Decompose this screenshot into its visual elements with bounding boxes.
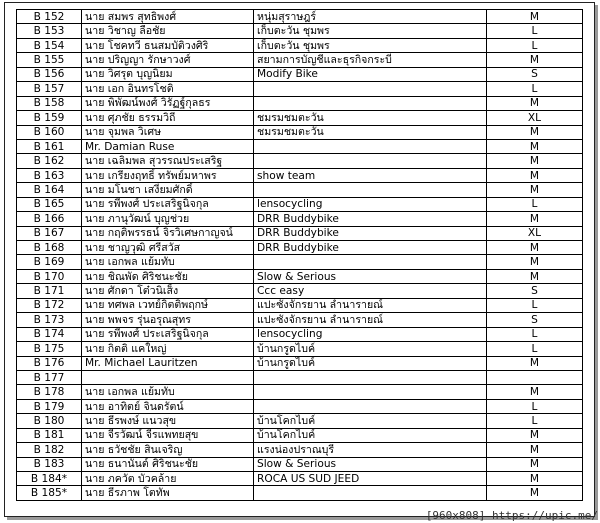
bib-number-cell: B 168: [17, 241, 82, 255]
shirt-size-cell: S: [487, 284, 583, 298]
shirt-size-cell: L: [487, 24, 583, 38]
table-row: [17, 226, 583, 240]
shirt-size-cell: M: [487, 212, 583, 226]
bib-number-cell: B 159: [17, 111, 82, 125]
rider-name-cell: นาย ธีรพงษ์ แนวสุข: [82, 414, 254, 428]
team-name-cell: ROCA US SUD JEED: [254, 472, 487, 486]
table-row: [17, 10, 583, 24]
bib-number-cell: B 152: [17, 10, 82, 24]
shirt-size-cell: M: [487, 183, 583, 197]
bib-number-cell: B 166: [17, 212, 82, 226]
rider-name-cell: นาย ชาญวุฒิ ศรีสวัส: [82, 241, 254, 255]
shirt-size-cell: S: [487, 313, 583, 327]
shirt-size-cell: M: [487, 96, 583, 110]
rider-name-cell: นาย ภานุวัฒน์ บุญช่วย: [82, 212, 254, 226]
team-name-cell: [254, 385, 487, 399]
rider-name-cell: นาย รพีพงศ์ ประเสริฐนิจกุล: [82, 327, 254, 341]
rider-name-cell: นาย จีรวัฒน์ จีรแพทยสุข: [82, 428, 254, 442]
team-name-cell: สยามการบัญชีและธุรกิจกระบี่: [254, 53, 487, 67]
bib-number-cell: B 158: [17, 96, 82, 110]
bib-number-cell: B 185*: [17, 486, 82, 500]
shirt-size-cell: M: [487, 139, 583, 153]
registration-table: [16, 9, 583, 501]
bib-number-cell: B 164: [17, 183, 82, 197]
bib-number-cell: B 180: [17, 414, 82, 428]
rider-name-cell: นาย ธนานันต์ ศิริชนะชัย: [82, 457, 254, 471]
bib-number-cell: B 172: [17, 298, 82, 312]
bib-number-cell: B 184*: [17, 472, 82, 486]
rider-name-cell: นาย กิตติ แคใหญ่: [82, 342, 254, 356]
shirt-size-cell: L: [487, 327, 583, 341]
shirt-size-cell: S: [487, 67, 583, 81]
shirt-size-cell: L: [487, 82, 583, 96]
team-name-cell: [254, 370, 487, 384]
team-name-cell: [254, 486, 487, 500]
table-row: [17, 414, 583, 428]
shirt-size-cell: L: [487, 38, 583, 52]
table-row: [17, 342, 583, 356]
rider-name-cell: นาย ชิณพัด ศิริชนะชัย: [82, 269, 254, 283]
team-name-cell: DRR Buddybike: [254, 241, 487, 255]
rider-name-cell: นาย ธีรภาพ โตทัพ: [82, 486, 254, 500]
shirt-size-cell: M: [487, 385, 583, 399]
table-row: [17, 385, 583, 399]
team-name-cell: Slow & Serious: [254, 269, 487, 283]
table-row: [17, 486, 583, 500]
bib-number-cell: B 179: [17, 399, 82, 413]
rider-name-cell: นาย เกรียงฤทธิ์ ทรัพย์มหาพร: [82, 168, 254, 182]
rider-name-cell: นาย ปริญญา รักษาวงศ์: [82, 53, 254, 67]
table-row: [17, 428, 583, 442]
bib-number-cell: B 178: [17, 385, 82, 399]
rider-name-cell: นาย อาทิตย์ จินดรัตน์: [82, 399, 254, 413]
rider-name-cell: นาย เอก อินทรโชติ: [82, 82, 254, 96]
bib-number-cell: B 163: [17, 168, 82, 182]
team-name-cell: [254, 255, 487, 269]
table-row: [17, 241, 583, 255]
table-row: [17, 370, 583, 384]
rider-name-cell: นาย ทศพล เวทย์กิตติพฤกษ์: [82, 298, 254, 312]
bib-number-cell: B 174: [17, 327, 82, 341]
bib-number-cell: B 167: [17, 226, 82, 240]
table-row: [17, 53, 583, 67]
bib-number-cell: B 165: [17, 197, 82, 211]
shirt-size-cell: L: [487, 197, 583, 211]
team-name-cell: ชมรมชมตะวัน: [254, 125, 487, 139]
table-row: [17, 255, 583, 269]
table-row: [17, 284, 583, 298]
rider-name-cell: นาย วิศรุต บุญนิยม: [82, 67, 254, 81]
shirt-size-cell: M: [487, 443, 583, 457]
rider-name-cell: Mr. Damian Ruse: [82, 139, 254, 153]
rider-name-cell: นาย พิพัฒน์พงศ์ วิรัฏฐ์กุลธร: [82, 96, 254, 110]
bib-number-cell: B 153: [17, 24, 82, 38]
team-name-cell: เก็บตะวัน ชุมพร: [254, 24, 487, 38]
team-name-cell: บ้านกรูดไบค์: [254, 356, 487, 370]
shirt-size-cell: L: [487, 298, 583, 312]
rider-name-cell: นาย จุมพล วิเศษ: [82, 125, 254, 139]
team-name-cell: บ้านกรูดไบค์: [254, 342, 487, 356]
shirt-size-cell: M: [487, 125, 583, 139]
shirt-size-cell: L: [487, 342, 583, 356]
registration-table-body: [17, 10, 583, 501]
bib-number-cell: B 177: [17, 370, 82, 384]
rider-name-cell: นาย ภควัต บัวคล้าย: [82, 472, 254, 486]
team-name-cell: show team: [254, 168, 487, 182]
shirt-size-cell: M: [487, 241, 583, 255]
team-name-cell: [254, 154, 487, 168]
table-row: [17, 168, 583, 182]
rider-name-cell: นาย ศุภชัย ธรรมวิถี: [82, 111, 254, 125]
shirt-size-cell: M: [487, 356, 583, 370]
table-row: [17, 212, 583, 226]
team-name-cell: [254, 139, 487, 153]
team-name-cell: บ้านโคกไบค์: [254, 428, 487, 442]
rider-name-cell: [82, 370, 254, 384]
bib-number-cell: B 160: [17, 125, 82, 139]
bib-number-cell: B 181: [17, 428, 82, 442]
rider-name-cell: นาย เฉลิมพล สุวรรณประเสริฐ: [82, 154, 254, 168]
table-row: [17, 111, 583, 125]
rider-name-cell: นาย กฤติพรรธน์ จิรวิเศษกาญจน์: [82, 226, 254, 240]
shirt-size-cell: M: [487, 255, 583, 269]
shirt-size-cell: M: [487, 168, 583, 182]
bib-number-cell: B 162: [17, 154, 82, 168]
rider-name-cell: นาย เอกพล แย้มทับ: [82, 255, 254, 269]
table-row: [17, 457, 583, 471]
team-name-cell: ชมรมชมตะวัน: [254, 111, 487, 125]
shirt-size-cell: M: [487, 486, 583, 500]
table-row: [17, 197, 583, 211]
shirt-size-cell: XL: [487, 111, 583, 125]
table-row: [17, 154, 583, 168]
team-name-cell: [254, 82, 487, 96]
rider-name-cell: นาย วิชาญ ลือชัย: [82, 24, 254, 38]
shirt-size-cell: M: [487, 472, 583, 486]
shirt-size-cell: [487, 370, 583, 384]
shirt-size-cell: M: [487, 154, 583, 168]
bib-number-cell: B 156: [17, 67, 82, 81]
team-name-cell: [254, 399, 487, 413]
shirt-size-cell: M: [487, 10, 583, 24]
shirt-size-cell: M: [487, 428, 583, 442]
table-row: [17, 356, 583, 370]
team-name-cell: [254, 183, 487, 197]
bib-number-cell: B 183: [17, 457, 82, 471]
team-name-cell: เก็บตะวัน ชุมพร: [254, 38, 487, 52]
bib-number-cell: B 173: [17, 313, 82, 327]
shirt-size-cell: M: [487, 457, 583, 471]
bib-number-cell: B 171: [17, 284, 82, 298]
team-name-cell: บ้านโคกไบค์: [254, 414, 487, 428]
team-name-cell: DRR Buddybike: [254, 212, 487, 226]
rider-name-cell: นาย พพจร รุ่นอรุณสุทร: [82, 313, 254, 327]
table-row: [17, 67, 583, 81]
shirt-size-cell: L: [487, 414, 583, 428]
team-name-cell: DRR Buddybike: [254, 226, 487, 240]
team-name-cell: [254, 96, 487, 110]
rider-name-cell: นาย ธวัชชัย สินเจริญ: [82, 443, 254, 457]
table-row: [17, 125, 583, 139]
team-name-cell: Modify Bike: [254, 67, 487, 81]
team-name-cell: Ccc easy: [254, 284, 487, 298]
bib-number-cell: B 157: [17, 82, 82, 96]
table-row: [17, 96, 583, 110]
rider-name-cell: Mr. Michael Lauritzen: [82, 356, 254, 370]
bib-number-cell: B 169: [17, 255, 82, 269]
table-row: [17, 139, 583, 153]
rider-name-cell: นาย โชคทวี ธนสมบัติวงศิริ: [82, 38, 254, 52]
table-row: [17, 313, 583, 327]
shirt-size-cell: L: [487, 399, 583, 413]
table-row: [17, 298, 583, 312]
table-row: [17, 82, 583, 96]
bib-number-cell: B 182: [17, 443, 82, 457]
team-name-cell: แปะซังจักรยาน ลำนารายณ์: [254, 298, 487, 312]
table-row: [17, 443, 583, 457]
bib-number-cell: B 155: [17, 53, 82, 67]
rider-name-cell: นาย เอกพล แย้มทับ: [82, 385, 254, 399]
table-row: [17, 24, 583, 38]
table-row: [17, 183, 583, 197]
rider-name-cell: นาย รพีพงศ์ ประเสริฐนิจกุล: [82, 197, 254, 211]
team-name-cell: lensocycling: [254, 327, 487, 341]
bib-number-cell: B 170: [17, 269, 82, 283]
team-name-cell: lensocycling: [254, 197, 487, 211]
table-row: [17, 269, 583, 283]
image-watermark: [960x808] https://upic.me/: [425, 509, 598, 522]
rider-name-cell: นาย ศักดา โต๋วนิเส็ง: [82, 284, 254, 298]
shirt-size-cell: M: [487, 53, 583, 67]
rider-name-cell: นาย สมพร สุทธิพงศ์: [82, 10, 254, 24]
team-name-cell: หนุ่มสุราษฎร์: [254, 10, 487, 24]
bib-number-cell: B 175: [17, 342, 82, 356]
shirt-size-cell: XL: [487, 226, 583, 240]
team-name-cell: แรงน่องปราณบุรี: [254, 443, 487, 457]
bib-number-cell: B 176: [17, 356, 82, 370]
shirt-size-cell: M: [487, 269, 583, 283]
team-name-cell: แปะซังจักรยาน ลำนารายณ์: [254, 313, 487, 327]
table-row: [17, 399, 583, 413]
bib-number-cell: B 154: [17, 38, 82, 52]
rider-name-cell: นาย มโนชา เสงี่ยมศักดิ์: [82, 183, 254, 197]
table-row: [17, 327, 583, 341]
bib-number-cell: B 161: [17, 139, 82, 153]
table-row: [17, 472, 583, 486]
table-row: [17, 38, 583, 52]
team-name-cell: Slow & Serious: [254, 457, 487, 471]
